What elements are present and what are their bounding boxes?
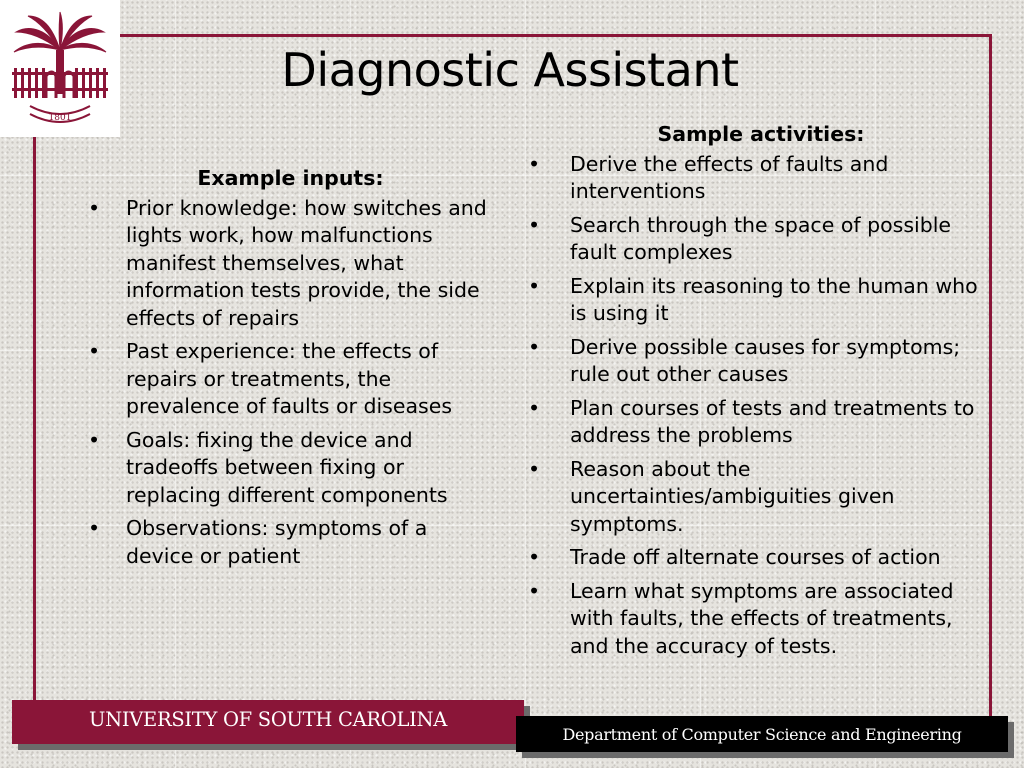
list-item <box>528 273 994 328</box>
logo-panel <box>0 0 120 137</box>
bullet-icon: • <box>528 151 541 176</box>
sample-activities-column <box>528 121 994 666</box>
bullet-icon: • <box>528 578 541 603</box>
bullet-icon: • <box>528 395 541 420</box>
list-item <box>528 212 994 267</box>
frame-left-line <box>33 137 36 703</box>
department-banner: Department of Computer Science and Engineering <box>516 716 1008 752</box>
list-item-text: Observations: symptoms of a device or patient <box>126 516 428 568</box>
frame-top-line <box>120 34 992 37</box>
example-inputs-column <box>88 165 493 576</box>
list-item <box>88 427 493 510</box>
bullet-icon: • <box>528 456 541 481</box>
bg-grid-line <box>525 0 526 768</box>
list-item <box>528 334 994 389</box>
list-item-text: Trade off alternate courses of action <box>570 545 941 569</box>
bullet-icon: • <box>528 273 541 298</box>
bullet-icon: • <box>528 212 541 237</box>
list-item-text: Derive possible causes for symptoms; rule out other causes <box>570 334 961 386</box>
list-item-text: Derive the effects of faults and interventions <box>570 151 889 203</box>
palmetto-tree-logo-icon <box>8 10 112 128</box>
bullet-icon: • <box>88 195 101 220</box>
bullet-icon: • <box>528 545 541 569</box>
bullet-icon: • <box>528 334 541 359</box>
bullet-icon: • <box>88 427 101 452</box>
list-item-text: Search through the space of possible fault complexes <box>570 212 952 264</box>
list-item <box>88 515 493 570</box>
logo-year-text: 1801 <box>48 113 72 123</box>
list-item <box>88 195 493 333</box>
list-item <box>528 456 994 539</box>
list-item <box>528 151 994 206</box>
example-inputs-list <box>88 195 493 571</box>
bullet-icon: • <box>88 339 101 363</box>
list-item <box>528 578 994 661</box>
sample-activities-heading: Sample activities: <box>657 122 865 146</box>
list-item <box>528 395 994 450</box>
list-item-text: Plan courses of tests and treatments to address the problems <box>570 395 975 447</box>
example-inputs-heading: Example inputs: <box>197 166 384 190</box>
list-item-text: Prior knowledge: how switches and lights work, how malfunctions manifest themselves, what information tests provide, the side effects of repairs <box>126 195 487 330</box>
university-banner: UNIVERSITY OF SOUTH CAROLINA <box>12 700 524 744</box>
list-item-text: Learn what symptoms are associated with faults, the effects of treatments, and the accuracy of tests. <box>570 578 954 658</box>
list-item <box>88 338 493 421</box>
list-item-text: Goals: fixing the device and tradeoffs between fixing or replacing different components <box>126 427 448 507</box>
slide-title: Diagnostic Assistant <box>281 43 739 97</box>
sample-activities-list <box>528 151 994 661</box>
list-item-text: Explain its reasoning to the human who is using it <box>570 273 978 325</box>
bullet-icon: • <box>88 516 101 540</box>
list-item <box>528 544 994 572</box>
list-item-text: Reason about the uncertainties/ambiguities given symptoms. <box>570 456 895 536</box>
list-item-text: Past experience: the effects of repairs or treatments, the prevalence of faults or diseases <box>126 339 452 418</box>
